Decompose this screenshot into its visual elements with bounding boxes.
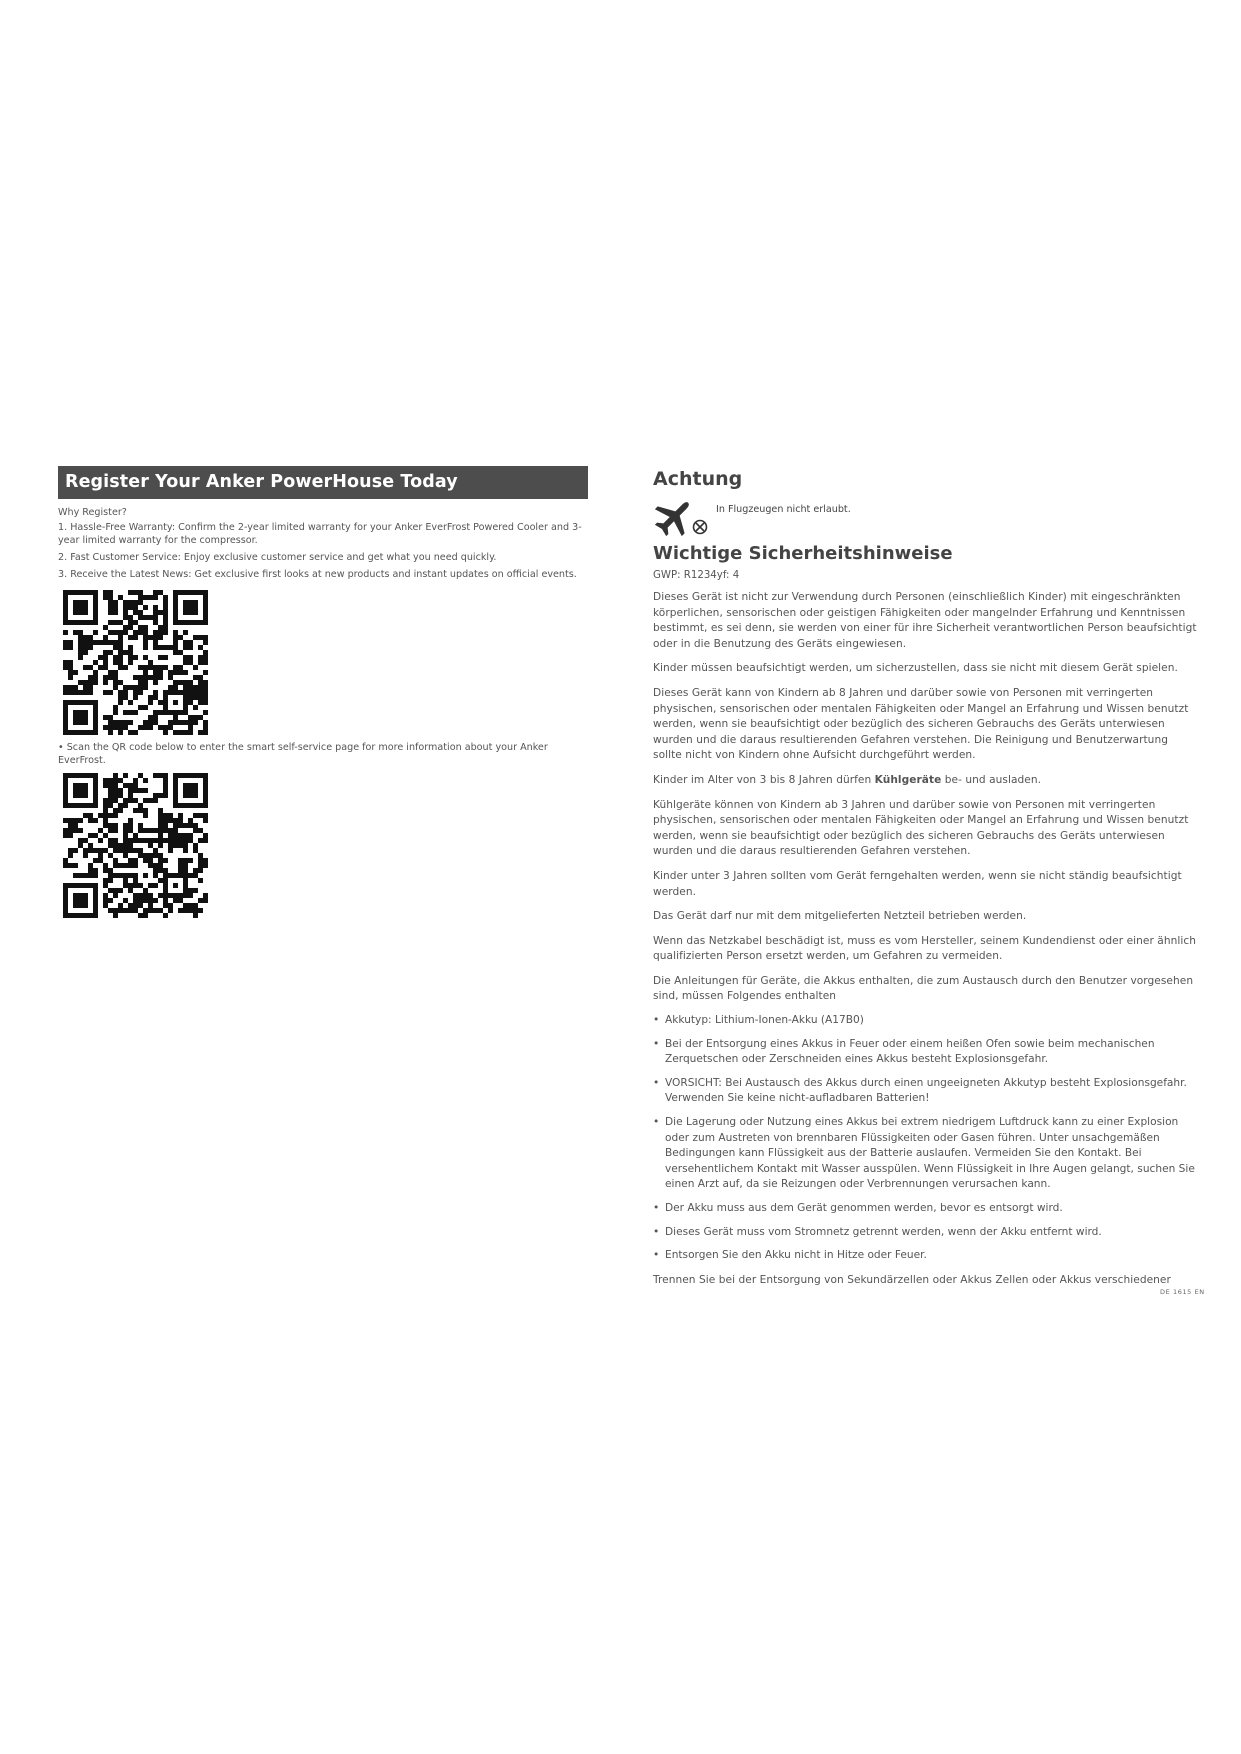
reason-warranty: 1. Hassle-Free Warranty: Confirm the 2-year limited warranty for your Anker EverFrost Powered Cooler and 3-year limited warranty for the compressor. (58, 522, 582, 546)
bullet-item (653, 1115, 1198, 1193)
paragraph-cable: Wenn das Netzkabel beschädigt ist, muss es vom Hersteller, seinem Kundendienst oder einer ähnlich qualifizierten Person ersetzt werden, um Gefahren zu vermeiden. (653, 934, 1196, 963)
why-register-title: Why Register? (58, 507, 127, 518)
register-banner-title: Register Your Anker PowerHouse Today (58, 466, 588, 499)
scan-instruction: • Scan the QR code below to enter the smart self-service page for more information about your Anker EverFrost. (58, 742, 548, 766)
bullet-item (653, 1037, 1198, 1068)
bullet-dot: • (653, 1116, 660, 1129)
no-airplane-row (653, 496, 1198, 542)
paragraph-supervise: Kinder müssen beaufsichtigt werden, um sicherzustellen, dass sie nicht mit diesem Gerät spielen. (653, 662, 1178, 675)
bullet-dot: • (653, 1014, 660, 1027)
load-text-bold: Kühlgeräte (874, 773, 942, 786)
bullet-text: Entsorgen Sie den Akku nicht in Hitze oder Feuer. (665, 1249, 927, 1262)
bullet-item (653, 1225, 1198, 1241)
paragraph-instructions: Die Anleitungen für Geräte, die Akkus enthalten, die zum Austausch durch den Benutzer vorgesehen sind, müssen Folgendes enthalten (653, 974, 1194, 1003)
register-section (58, 466, 588, 918)
safety-heading: Wichtige Sicherheitshinweise (653, 543, 953, 564)
bullet-text: Der Akku muss aus dem Gerät genommen werden, bevor es entsorgt wird. (665, 1202, 1063, 1214)
bullet-dot: • (653, 1225, 660, 1238)
bullet-text: VORSICHT: Bei Austausch des Akkus durch einen ungeeigneten Akkutyp besteht Explosionsgefahr. Verwenden Sie keine nicht-aufladbaren Batterien! (665, 1076, 1187, 1105)
airplane-note: In Flugzeugen nicht erlaubt. (716, 504, 851, 515)
bullet-text: Akkutyp: Lithium-Ionen-Akku (A17B0) (665, 1014, 864, 1027)
registration-qr-code[interactable] (63, 590, 208, 735)
paragraph-disposal: Trennen Sie bei der Entsorgung von Sekundärzellen oder Akkus Zellen oder Akkus verschiedener (653, 1273, 1171, 1286)
bullet-item (653, 1248, 1198, 1264)
reasons-list (58, 521, 588, 581)
bullet-text: Dieses Gerät muss vom Stromnetz getrennt werden, wenn der Akku entfernt wird. (665, 1225, 1102, 1238)
load-text-post: be- und ausladen. (941, 773, 1042, 786)
paragraph-under-3: Kinder unter 3 Jahren sollten vom Gerät ferngehalten werden, wenn sie nicht ständig beaufsichtigt werden. (653, 869, 1182, 898)
reason-news: 3. Receive the Latest News: Get exclusive first looks at new products and instant updates on official events. (58, 569, 577, 580)
paragraph-load-unload (653, 773, 1198, 789)
bullet-dot: • (653, 1076, 660, 1089)
bullet-item (653, 1013, 1198, 1029)
bullet-dot: • (653, 1037, 660, 1050)
reason-service: 2. Fast Customer Service: Enjoy exclusive customer service and get what you need quickly. (58, 552, 497, 563)
page-footer: DE 1615 EN (1160, 1288, 1205, 1296)
safety-section (653, 466, 1198, 1288)
bullet-dot: • (653, 1249, 660, 1262)
paragraph-children-8: Dieses Gerät kann von Kindern ab 8 Jahren und darüber sowie von Personen mit verringerten physischen, sensorischen oder mentalen Fähigkeiten oder Mangel an Erfahrung und Wissen benutzt werden, wenn sie beaufsichtigt oder bezüglich des sicheren Gebrauchs des Geräts unterwiesen wurden und die daraus resultierenden Gefahren verstehen. Die Reinigung und Benutzerwartung sollte nicht von Kindern ohne Aufsicht durchgeführt werden. (653, 686, 1189, 762)
bullet-text: Die Lagerung oder Nutzung eines Akkus bei extrem niedrigem Luftdruck kann zu einer Explosion oder zum Austreten von brennbaren Flüssigkeiten oder Gasen führen. Unter unsachgemäßen Bedingungen kann Flüssigkeit aus der Batterie auslaufen. Vermeiden Sie den Kontakt. Bei versehentlichem Kontakt mit Wasser ausspülen. Wenn Flüssigkeit in Ihre Augen gelangt, suchen Sie einen Arzt auf, da sie Reizungen oder Verbrennungen verursachen kann. (665, 1116, 1195, 1191)
bullet-item (653, 1076, 1198, 1107)
self-service-qr-code[interactable] (63, 773, 208, 918)
achtung-heading: Achtung (653, 468, 743, 490)
bullet-text: Bei der Entsorgung eines Akkus in Feuer oder einem heißen Ofen sowie beim mechanischen Zerquetschen oder Zerschneiden eines Akkus besteht Explosionsgefahr. (665, 1037, 1155, 1066)
paragraph-power-supply: Das Gerät darf nur mit dem mitgelieferten Netzteil betrieben werden. (653, 910, 1027, 923)
paragraph-coolers: Kühlgeräte können von Kindern ab 3 Jahren und darüber sowie von Personen mit verringerten physischen, sensorischen oder mentalen Fähigkeiten oder Mangel an Erfahrung und Wissen benutzt werden, wenn sie beaufsichtigt oder bezüglich des sicheren Gebrauchs des Geräts unterwiesen wurden und die daraus resultierenden Gefahren verstehen. (653, 798, 1189, 858)
load-text-pre: Kinder im Alter von 3 bis 8 Jahren dürfen (653, 773, 875, 786)
gwp-value: GWP: R1234yf: 4 (653, 570, 740, 581)
paragraph-persons: Dieses Gerät ist nicht zur Verwendung durch Personen (einschließlich Kinder) mit eingeschränkten körperlichen, sensorischen oder geistigen Fähigkeiten oder mangelnder Erfahrung und Kenntnissen bestimmt, es sei denn, sie werden von einer für ihre Sicherheit verantwortlichen Person beaufsichtigt oder in die Benutzung des Geräts eingewiesen. (653, 591, 1197, 650)
bullet-dot: • (653, 1202, 660, 1214)
bullet-item (653, 1201, 1198, 1217)
no-airplane-icon (653, 496, 715, 542)
